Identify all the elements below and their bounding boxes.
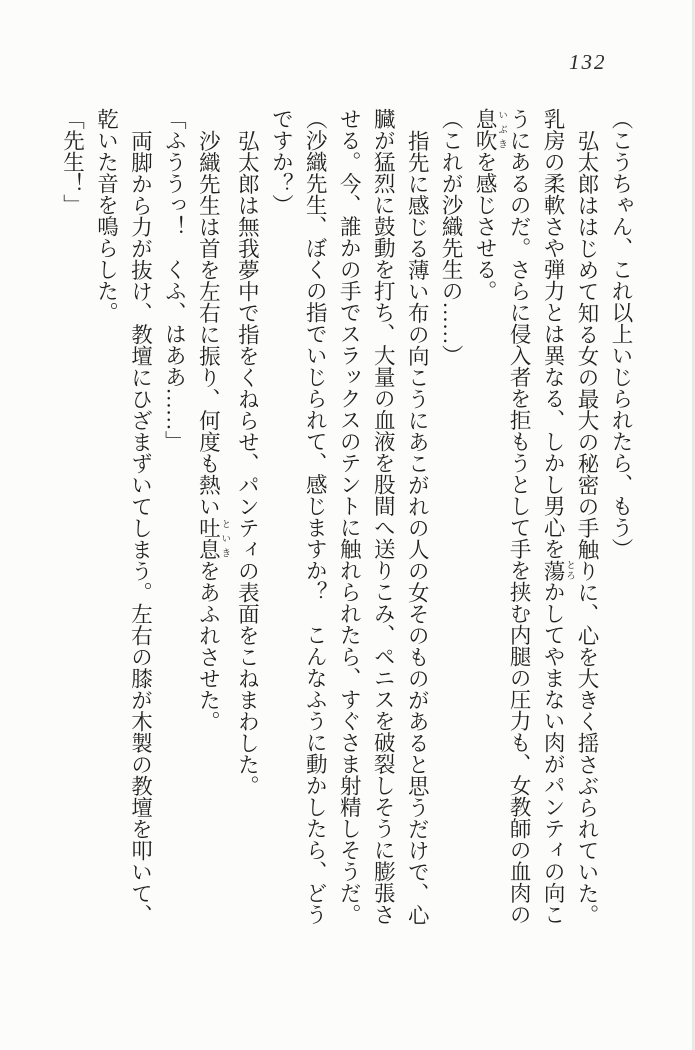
paragraph: 弘太郎は無我夢中で指をくねらせ、パンティの表面をこねまわした。 bbox=[235, 129, 260, 796]
furigana: とろ bbox=[564, 559, 575, 581]
paragraph: （これが沙織先生の……） bbox=[439, 108, 464, 366]
paragraph: 両脚から力が抜け、教壇にひざまずいてしまう。左右の膝が木製の教壇を叩いて、乾いた音を鳴らした。 bbox=[94, 108, 153, 925]
ruby-annotated-word: 蕩 とろ bbox=[541, 559, 575, 581]
ruby-annotated-word: 吐息 といき bbox=[196, 516, 230, 560]
paragraph: 沙織先生は首を左右に振り、何度も熱い吐息 といきをあふれさせた。 bbox=[196, 129, 230, 732]
paragraph: （こうちゃん、これ以上いじられたら、もう） bbox=[609, 108, 633, 560]
paragraph: 「先生！」 bbox=[60, 108, 85, 216]
paragraph: （沙織先生、ぼくの指でいじられて、感じますか？ こんなふうに動かしたら、どうですか？） bbox=[269, 108, 328, 925]
paragraph: 指先に感じる薄い布の向こうにあこがれの人の女そのものがあると思うだけで、心臓が猛烈に鼓動を打ち、大量の血液を股間へ送りこみ、ペニスを破裂しそうに膨張させる。今、誰かの手でスラックスのテントに触れられたら、すぐさま射精しそうだ。 bbox=[337, 108, 430, 925]
furigana: といき bbox=[219, 516, 230, 560]
ruby-annotated-word: 息吹 いぶき bbox=[473, 108, 507, 151]
furigana: いぶき bbox=[496, 108, 507, 151]
paragraph: 「ふううっ！ くふ、はああ……」 bbox=[162, 108, 187, 452]
paragraph: 弘太郎ははじめて知る女の最大の秘密の手触りに、心を大きく揺さぶられていた。乳房の柔軟さや弾力とは異なる、しかし男心を蕩 とろかしてやまない肉がパンティの向こうにあるのだ。さらに侵入者を拒もうとして手を挟む内腿の圧力も、女教師の血肉の息吹 いぶきを感じさせる。 bbox=[473, 108, 600, 925]
page-text-block bbox=[55, 108, 637, 932]
page-number: 132 bbox=[569, 50, 607, 74]
